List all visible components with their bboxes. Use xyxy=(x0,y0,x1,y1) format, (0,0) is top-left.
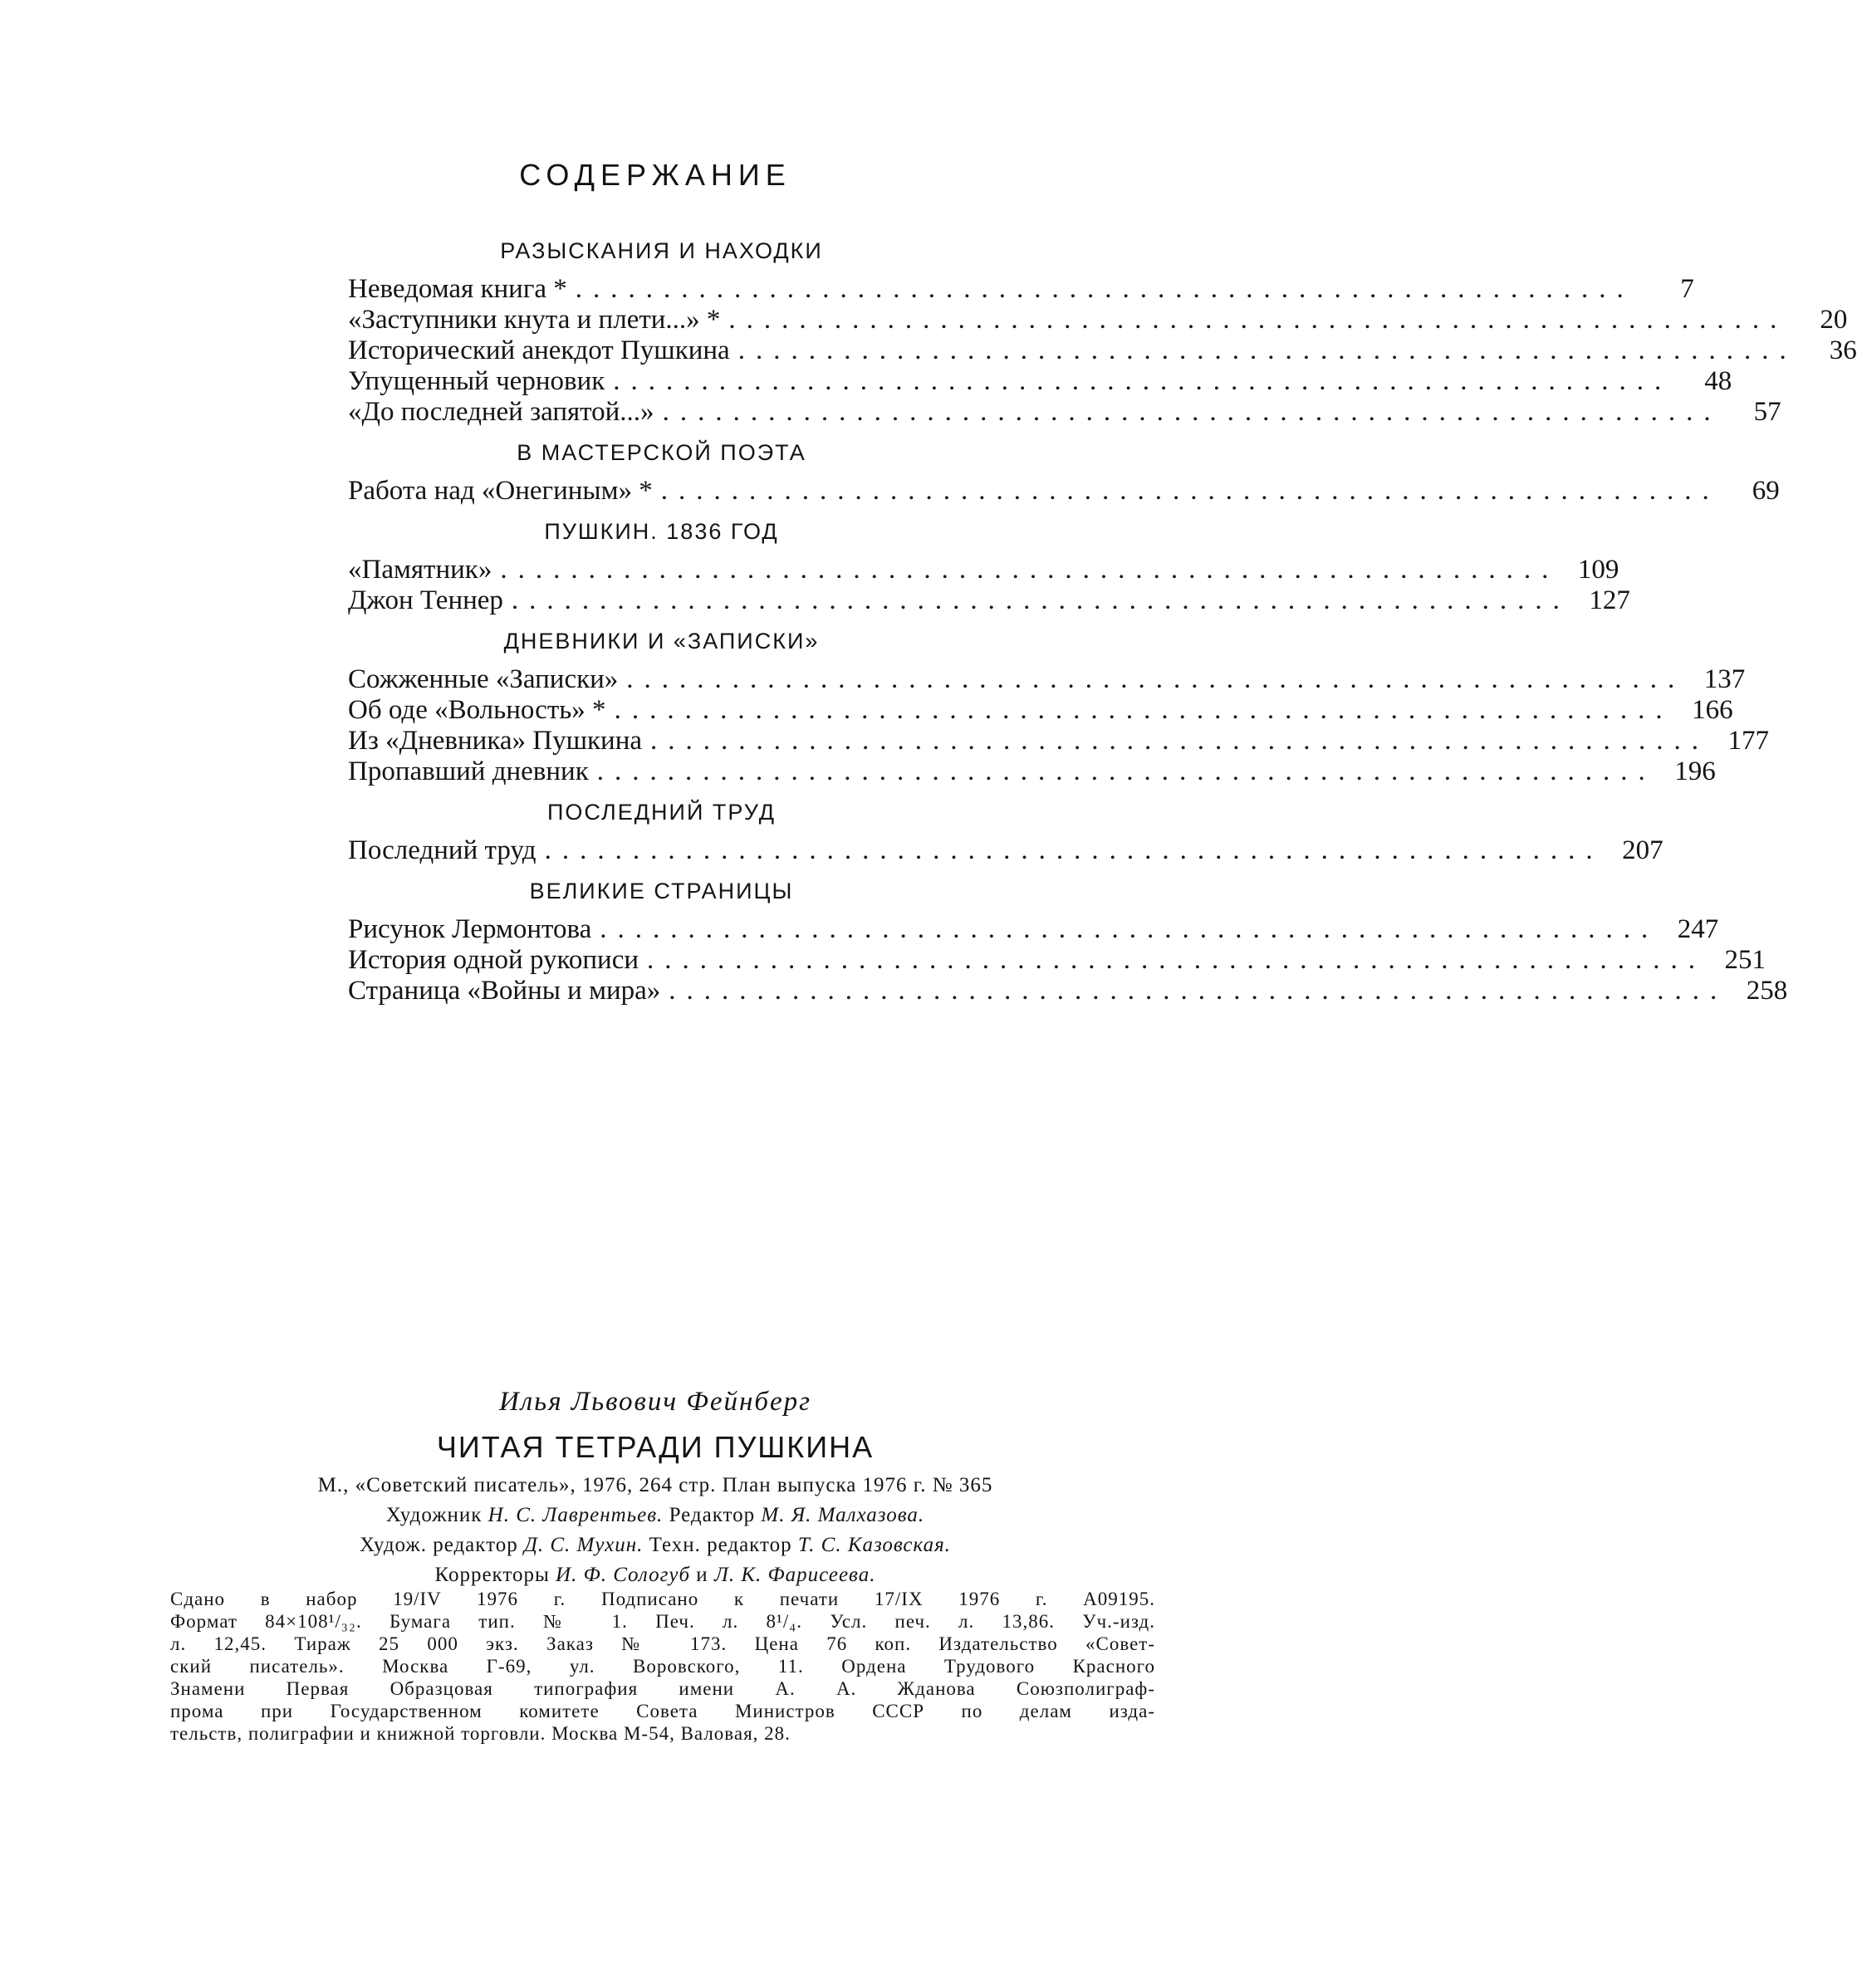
section-heading: РАЗЫСКАНИЯ И НАХОДКИ xyxy=(500,238,823,263)
imprint-line: ский писатель». Москва Г-69, ул. Воровского, 11. Ордена Трудового Красного xyxy=(170,1656,1155,1677)
entry-page-number: 177 xyxy=(1727,726,1770,756)
entry-title: Страница «Войны и мира» xyxy=(348,976,661,1006)
imprint-line: прома при Государственном комитете Совета Министров СССР по делам изда- xyxy=(170,1701,1155,1721)
toc-title: СОДЕРЖАНИЕ xyxy=(519,158,791,192)
toc-section xyxy=(348,233,1857,428)
dot-leader: ............................................................ xyxy=(669,976,1728,1006)
book-title: ЧИТАЯ ТЕТРАДИ ПУШКИНА xyxy=(436,1430,875,1464)
dot-leader: ............................................................ xyxy=(737,335,1797,365)
entry-page-number: 258 xyxy=(1746,976,1788,1006)
colophon xyxy=(0,1383,1311,1590)
imprint-line: Формат 84×108¹/₃₂. Бумага тип. № 1. Печ. л. 8¹/₄. Усл. печ. л. 13,86. Уч.-изд. xyxy=(170,1611,1155,1632)
entry-title: Джон Теннер xyxy=(348,585,503,615)
proofreaders-line xyxy=(0,1560,1311,1590)
toc-section xyxy=(348,434,1780,507)
toc-section xyxy=(348,873,1788,1006)
toc-entry xyxy=(348,945,1766,976)
entry-title: Исторический анекдот Пушкина xyxy=(348,335,730,365)
editor-name: М. Я. Малхазова. xyxy=(761,1504,925,1526)
toc-entry xyxy=(348,335,1857,366)
artist-name: Н. С. Лаврентьев. xyxy=(488,1504,664,1526)
art-editor-name: Д. С. Мухин. xyxy=(523,1534,644,1556)
dot-leader: ............................................................ xyxy=(728,305,1788,335)
dot-leader: ............................................................ xyxy=(626,664,1686,694)
section-heading: ДНЕВНИКИ И «ЗАПИСКИ» xyxy=(503,629,820,654)
entry-title: Работа над «Онегиным» * xyxy=(348,476,653,506)
toc-entry xyxy=(348,835,1663,866)
dot-leader: ............................................................ xyxy=(511,585,1570,615)
dot-leader: ............................................................ xyxy=(614,695,1673,725)
toc-entry xyxy=(348,664,1746,695)
entry-title: История одной рукописи xyxy=(348,945,639,975)
section-heading: ВЕЛИКИЕ СТРАНИЦЫ xyxy=(529,879,794,903)
toc-entry xyxy=(348,476,1780,507)
entry-page-number: 7 xyxy=(1680,274,1694,304)
entry-page-number: 166 xyxy=(1692,695,1733,725)
dot-leader: ............................................................ xyxy=(613,366,1673,396)
artist-label: Художник xyxy=(385,1504,483,1526)
imprint-line: л. 12,45. Тираж 25 000 экз. Заказ № 173. Цена 76 коп. Издательство «Совет- xyxy=(170,1633,1155,1654)
entry-page-number: 127 xyxy=(1589,585,1630,615)
entry-page-number: 109 xyxy=(1577,555,1619,585)
entry-page-number: 48 xyxy=(1704,366,1732,396)
entry-title: Последний труд xyxy=(348,835,537,865)
entry-page-number: 57 xyxy=(1753,397,1781,427)
entry-title: Об оде «Вольность» * xyxy=(348,695,606,725)
dot-leader: ............................................................ xyxy=(660,476,1720,506)
toc-entry xyxy=(348,695,1733,726)
entry-page-number: 137 xyxy=(1703,664,1746,694)
entry-page-number: 36 xyxy=(1829,335,1857,365)
entry-page-number: 69 xyxy=(1752,476,1780,506)
toc-entry xyxy=(348,976,1788,1006)
section-heading: ПУШКИН. 1836 ГОД xyxy=(544,519,779,544)
tech-editor-name: Т. С. Казовская. xyxy=(797,1534,951,1556)
imprint-line: тельств, полиграфии и книжной торговли. Москва М-54, Валовая, 28. xyxy=(170,1723,791,1744)
imprint-line: Сдано в набор 19/IV 1976 г. Подписано к печати 17/IX 1976 г. А09195. xyxy=(170,1589,1155,1609)
section-heading: ПОСЛЕДНИЙ ТРУД xyxy=(547,800,776,825)
entry-title: Сожженные «Записки» xyxy=(348,664,619,694)
proofreaders-label: Корректоры xyxy=(434,1564,550,1586)
entry-title: «Заступники кнута и плети...» * xyxy=(348,305,721,335)
tech-editor-label: Техн. редактор xyxy=(649,1534,792,1556)
toc-entry xyxy=(348,914,1719,945)
proofreaders-and: и xyxy=(696,1564,708,1586)
dot-leader: ............................................................ xyxy=(596,757,1656,786)
table-of-contents xyxy=(348,233,1857,1006)
entry-title: Рисунок Лермонтова xyxy=(348,914,592,944)
proofreader-2: Л. К. Фарисеева. xyxy=(713,1564,876,1586)
editor-label: Редактор xyxy=(669,1504,756,1526)
proofreader-1: И. Ф. Сологуб xyxy=(556,1564,691,1586)
dot-leader: ............................................................ xyxy=(600,914,1659,944)
toc-section xyxy=(348,623,1770,787)
entry-title: «До последней запятой...» xyxy=(348,397,654,427)
toc-entry xyxy=(348,757,1716,787)
entry-page-number: 20 xyxy=(1820,305,1848,335)
entry-title: «Памятник» xyxy=(348,555,492,585)
author-name: Илья Львович Фейнберг xyxy=(498,1387,812,1417)
dot-leader: ............................................................ xyxy=(544,835,1604,865)
dot-leader: ............................................................ xyxy=(647,945,1707,975)
entry-title: Пропавший дневник xyxy=(348,757,589,786)
imprint-line: Знамени Первая Образцовая типография имени А. А. Жданова Союзполиграф- xyxy=(170,1678,1155,1699)
toc-entry xyxy=(348,305,1848,335)
dot-leader: ............................................................ xyxy=(500,555,1560,585)
toc-section xyxy=(348,794,1663,866)
toc-entry xyxy=(348,555,1619,585)
entry-page-number: 207 xyxy=(1622,835,1663,865)
entry-title: Неведомая книга * xyxy=(348,274,567,304)
toc-entry xyxy=(348,397,1781,428)
entry-title: Из «Дневника» Пушкина xyxy=(348,726,643,756)
publication-line: М., «Советский писатель», 1976, 264 стр. План выпуска 1976 г. № 365 xyxy=(317,1474,993,1496)
dot-leader: ............................................................ xyxy=(650,726,1710,756)
imprint xyxy=(170,1588,1155,1745)
toc-entry xyxy=(348,274,1694,305)
art-editor-label: Худож. редактор xyxy=(360,1534,518,1556)
art-tech-editor-line xyxy=(0,1530,1311,1560)
toc-section xyxy=(348,513,1630,616)
dot-leader: ............................................................ xyxy=(575,274,1634,304)
toc-entry xyxy=(348,585,1630,616)
artist-editor-line xyxy=(0,1501,1311,1530)
dot-leader: ............................................................ xyxy=(662,397,1722,427)
section-heading: В МАСТЕРСКОЙ ПОЭТА xyxy=(517,440,806,465)
toc-entry xyxy=(348,726,1770,757)
toc-entry xyxy=(348,366,1732,397)
entry-page-number: 196 xyxy=(1674,757,1716,786)
entry-page-number: 251 xyxy=(1724,945,1766,975)
entry-title: Упущенный черновик xyxy=(348,366,605,396)
entry-page-number: 247 xyxy=(1677,914,1719,944)
